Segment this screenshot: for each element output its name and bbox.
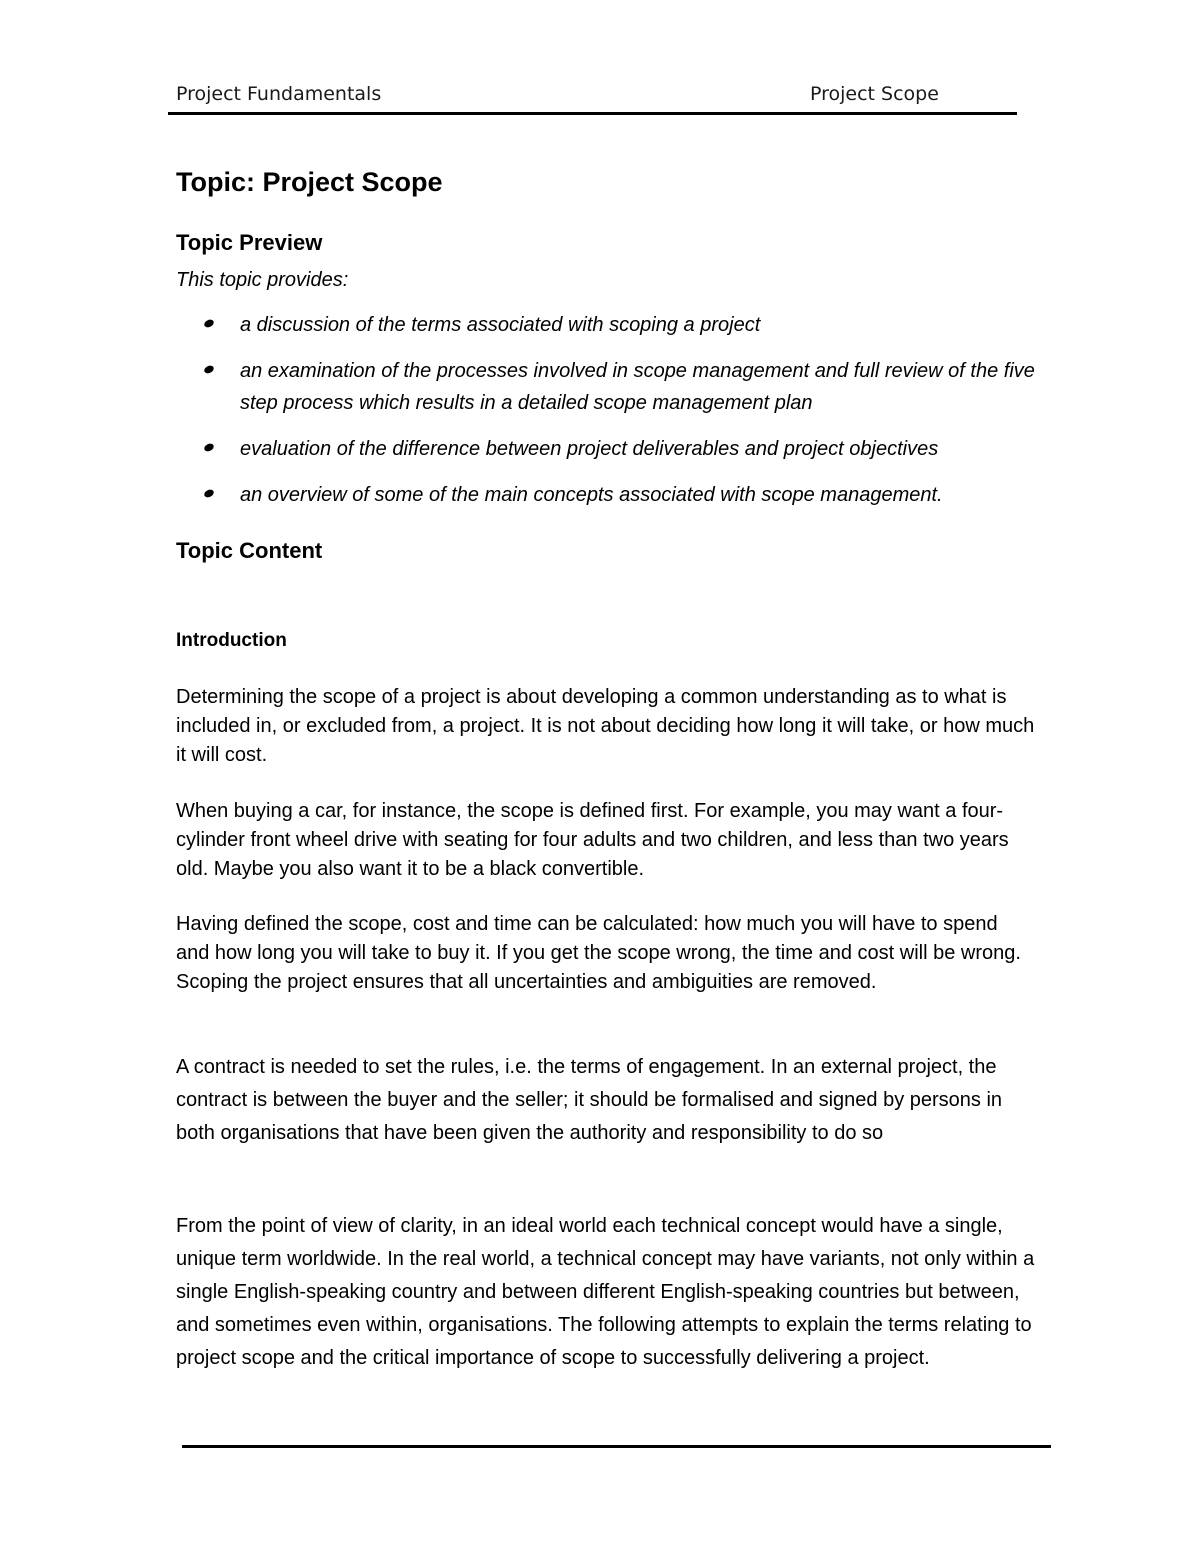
list-item — [200, 309, 1040, 341]
list-item — [200, 479, 1040, 511]
list-item — [200, 433, 1040, 465]
bullet-icon — [203, 318, 215, 329]
topic-preview-heading: Topic Preview — [176, 230, 323, 255]
paragraph-cost-time: Having defined the scope, cost and time can be calculated: how much you will have to spend and how long you will take to buy it. If you get the scope wrong, the time and cost will be wrong. Scoping the project ensures that all uncertainties and ambiguities are removed. — [176, 913, 1021, 993]
list-item-text: an examination of the processes involved in scope management and full review of the five step process which results in a detailed scope management plan — [240, 360, 1035, 414]
bullet-icon — [203, 488, 215, 499]
topic-preview-intro: This topic provides: — [176, 269, 349, 291]
list-item-text: an overview of some of the main concepts associated with scope management. — [240, 484, 943, 506]
paragraph-contract: A contract is needed to set the rules, i.e. the terms of engagement. In an external project, the contract is between the buyer and the seller; it should be formalised and signed by persons in both organisations that have been given the authority and responsibility to do so — [176, 1056, 1003, 1144]
running-header-left: Project Fundamentals — [176, 83, 382, 105]
bullet-icon — [203, 364, 215, 375]
page-title: Topic: Project Scope — [176, 167, 443, 197]
paragraph-scope-definition: Determining the scope of a project is about developing a common understanding as to what is included in, or excluded from, a project. It is not about deciding how long it will take, or how much it will cost. — [176, 686, 1035, 766]
topic-content-heading: Topic Content — [176, 538, 323, 563]
paragraph-terminology: From the point of view of clarity, in an ideal world each technical concept would have a single, unique term worldwide. In the real world, a technical concept may have variants, not only within a single English-speaking country and between different English-speaking countries but between, and sometimes even within, organisations. The following attempts to explain the terms relating to project scope and the critical importance of scope to successfully delivering a project. — [176, 1215, 1035, 1369]
list-item — [200, 355, 1040, 419]
list-item-text: a discussion of the terms associated with scoping a project — [240, 314, 761, 336]
header-divider — [168, 112, 1017, 115]
list-item-text: evaluation of the difference between project deliverables and project objectives — [240, 438, 939, 460]
topic-preview-list — [200, 309, 1040, 525]
introduction-heading: Introduction — [176, 630, 287, 651]
footer-divider — [182, 1445, 1051, 1448]
bullet-icon — [203, 442, 215, 453]
running-header-right: Project Scope — [810, 83, 939, 105]
paragraph-car-example: When buying a car, for instance, the scope is defined first. For example, you may want a four-cylinder front wheel drive with seating for four adults and two children, and less than two years old. Maybe you also want it to be a black convertible. — [176, 800, 1009, 880]
